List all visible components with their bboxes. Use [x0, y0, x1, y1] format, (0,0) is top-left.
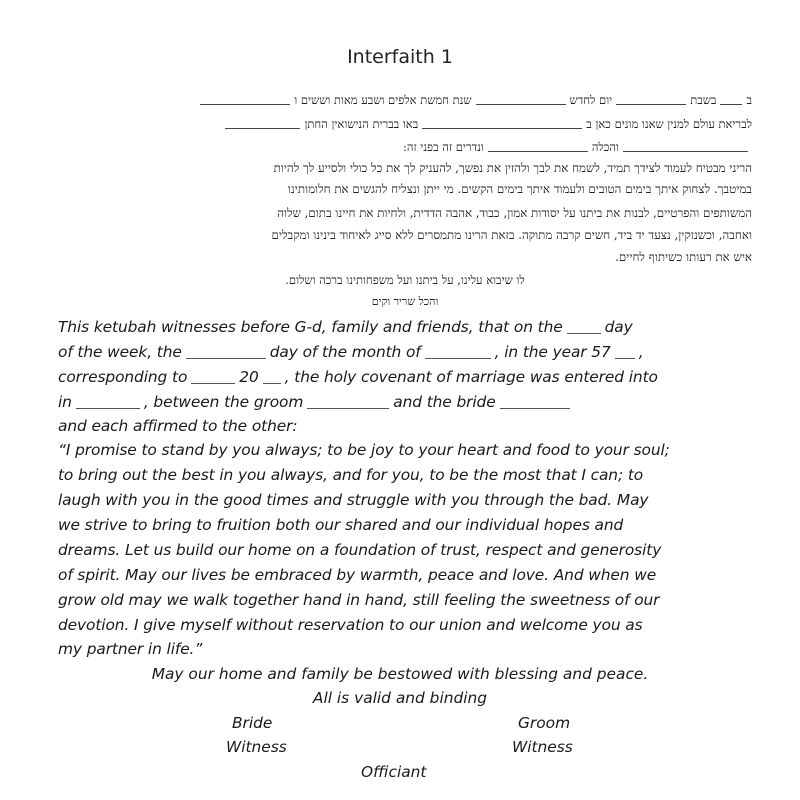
hebrew-vow-line: ואחבה, וכשנזקין, נצעד יד ביד, חשים קרבה מתוקה. בזאת הרינו מתמסרים ללא סייג לאיחוד בינינו ומקבלים [271, 228, 752, 242]
english-line-5: and each affirmed to the other: [58, 417, 298, 435]
hebrew-vow-line: המשותפים והפרטיים, לבנות את ביתנו על יסודות אמון, כבוד, אהבה הדדית, ולחיות את חיינו בתום, שלוה [277, 206, 752, 220]
english-text: in [58, 393, 72, 411]
english-vow-line: dreams. Let us build our home on a foundation of trust, respect and generosity [58, 541, 662, 559]
english-vow-line: laugh with you in the good times and struggle with you through the bad. May [58, 491, 649, 509]
blank-line [263, 369, 281, 384]
witness-2-signature-label: Witness [512, 738, 573, 756]
english-text: , in the year 57 [494, 343, 611, 361]
blank-line [567, 319, 601, 334]
english-vow-line: “I promise to stand by you always; to be joy to your heart and food to your soul; [58, 441, 670, 459]
english-text: corresponding to [58, 368, 188, 386]
hebrew-blessing: לו שיבוא עלינו, על ביתנו ועל משפחותינו ברכה ושלום. [285, 273, 525, 287]
english-text: and the bride [393, 393, 496, 411]
english-vow-line: we strive to bring to fruition both our shared and our individual hopes and [58, 516, 624, 534]
bride-signature-label: Bride [232, 714, 273, 732]
witness-1-signature-label: Witness [226, 738, 287, 756]
blank-line [225, 118, 300, 129]
english-text: This ketubah witnesses before G-d, family and friends, that on the [58, 318, 563, 336]
english-blessing: May our home and family be bestowed with blessing and peace. [151, 665, 649, 683]
english-text: , [638, 343, 644, 361]
blank-line [191, 369, 235, 384]
blank-line [616, 94, 686, 105]
english-line-4 [58, 393, 758, 411]
blank-line [186, 344, 266, 359]
hebrew-text: יום לחדש [569, 93, 613, 107]
blank-line [500, 394, 570, 409]
english-line-1 [58, 318, 758, 336]
blank-line [720, 94, 742, 105]
blank-line [422, 118, 582, 129]
blank-line [200, 94, 290, 105]
hebrew-text: והכלה [591, 140, 619, 154]
blank-line [488, 141, 588, 152]
english-vow-line: devotion. I give myself without reservation to our union and welcome you as [58, 616, 643, 634]
hebrew-text: ב [746, 93, 752, 107]
hebrew-valid: והכל שריר וקים [371, 295, 439, 308]
english-text: day of the month of [269, 343, 421, 361]
english-vow-line: grow old may we walk together hand in hand, still feeling the sweetness of our [58, 591, 660, 609]
hebrew-vow-line: הריני מבטיח לעמוד לצידך תמיד, לשמח את לבך ולהזין את נפשך, להעניק לך את כל כולי ולסייע לך להיות [273, 161, 752, 175]
blank-line [623, 141, 748, 152]
hebrew-text: שנת חמשת אלפים ושבע מאות וששים ו [294, 93, 472, 107]
english-text: , the holy covenant of marriage was entered into [284, 368, 658, 386]
english-vow-line: to bring out the best in you always, and for you, to be the most that I can; to [58, 466, 644, 484]
english-text: of the week, the [58, 343, 182, 361]
blank-line [307, 394, 389, 409]
hebrew-line-2 [58, 117, 752, 131]
blank-line [476, 94, 566, 105]
english-vow-line: of spirit. May our lives be embraced by warmth, peace and love. And when we [58, 566, 657, 584]
hebrew-line-3 [58, 140, 752, 154]
blank-line [76, 394, 140, 409]
english-text: , between the groom [143, 393, 304, 411]
blank-line [615, 344, 635, 359]
english-line-3 [58, 368, 758, 386]
hebrew-vow-line: במיטבך. לצחוק איתך בימים הטובים ולעמוד איתך בימים הקשים. מי ייתן ונצליח להגשים את חלומותינו [287, 182, 752, 196]
english-line-2 [58, 343, 758, 361]
groom-signature-label: Groom [518, 714, 571, 732]
officiant-signature-label: Officiant [361, 763, 427, 781]
hebrew-text: ונדרים זה בפני זה: [402, 140, 484, 154]
document-title: Interfaith 1 [347, 46, 453, 68]
hebrew-text: באו בברית הנישואין החתן [304, 117, 419, 131]
hebrew-text: בשבת [690, 93, 717, 107]
hebrew-line-1 [58, 93, 752, 107]
hebrew-vow-line: איש את רעותו כשיתוף לחיים. [615, 250, 752, 264]
english-valid: All is valid and binding [312, 689, 488, 707]
hebrew-text: לבריאת עולם למנין שאנו מונים כאן ב [586, 117, 752, 131]
english-text: 20 [239, 368, 259, 386]
english-text: day [604, 318, 633, 336]
blank-line [425, 344, 491, 359]
english-vow-line: my partner in life.” [58, 640, 203, 658]
